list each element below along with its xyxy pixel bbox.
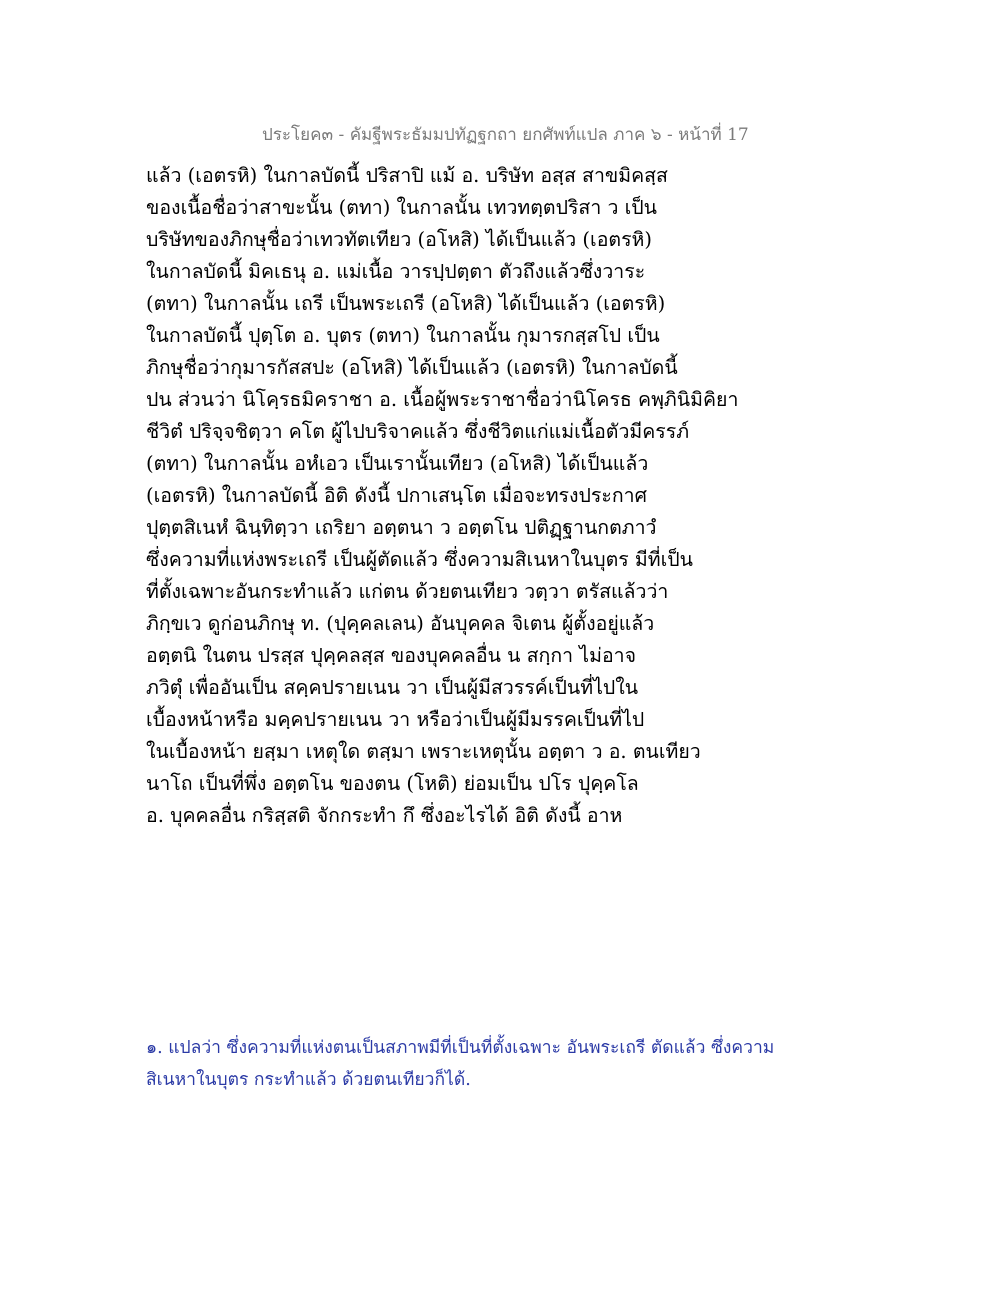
body-text	[146, 160, 846, 832]
text-line: อ. บุคคลอื่น กริสฺสติ จักกระทำ กึ ซึ่งอะไรได้ อิติ ดังนี้ อาห	[146, 804, 623, 827]
text-line: (ตทา) ในกาลนั้น เถรี เป็นพระเถรี (อโหสิ) ได้เป็นแล้ว (เอตรหิ)	[146, 292, 666, 315]
text-line: ซึ่งความที่แห่งพระเถรี เป็นผู้ตัดแล้ว ซึ่งความสิเนหาในบุตร มีที่เป็น	[146, 548, 693, 571]
text-line: ในเบื้องหน้า ยสฺมา เหตุใด ตสฺมา เพราะเหตุนั้น อตฺตา ว อ. ตนเทียว	[146, 740, 701, 763]
text-line: ภวิตุํ เพื่ออันเป็น สคฺคปรายเนน วา เป็นผู้มีสวรรค์เป็นที่ไปใน	[146, 676, 639, 699]
text-line: นาโถ เป็นที่พึ่ง อตฺตโน ของตน (โหติ) ย่อมเป็น ปโร ปุคฺคโล	[146, 772, 639, 795]
text-line: อตฺตนิ ในตน ปรสฺส ปุคฺคลสฺส ของบุคคลอื่น น สกฺกา ไม่อาจ	[146, 644, 637, 667]
footnote-line: สิเนหาในบุตร กระทำแล้ว ด้วยตนเทียวก็ได้.	[146, 1070, 471, 1090]
text-line: (ตทา) ในกาลนั้น อหํเอว เป็นเรานั้นเทียว (อโหสิ) ได้เป็นแล้ว	[146, 452, 649, 475]
text-line: ในกาลบัดนี้ ปุตฺโต อ. บุตร (ตทา) ในกาลนั้น กุมารกสฺสโป เป็น	[146, 324, 660, 347]
text-line: (เอตรหิ) ในกาลบัดนี้ อิติ ดังนี้ ปกาเสนฺโต เมื่อจะทรงประกาศ	[146, 484, 648, 507]
footnote	[146, 1032, 846, 1096]
text-line: บริษัทของภิกษุชื่อว่าเทวทัตเทียว (อโหสิ) ได้เป็นแล้ว (เอตรหิ)	[146, 228, 653, 251]
text-line: ปุตฺตสิเนหํ ฉินฺทิตฺวา เถริยา อตฺตนา ว อตฺตโน ปติฏฺฐานกตภาวํ	[146, 516, 657, 539]
footnote-line: ๑. แปลว่า ซึ่งความที่แห่งตนเป็นสภาพมีที่เป็นที่ตั้งเฉพาะ อันพระเถรี ตัดแล้ว ซึ่งความ	[146, 1038, 775, 1058]
text-line: ในกาลบัดนี้ มิคเธนุ อ. แม่เนื้อ วารปฺปตฺตา ตัวถึงแล้วซึ่งวาระ	[146, 260, 646, 283]
page-header: ประโยค๓ - คัมฐีพระธัมมปทัฏฐกถา ยกศัพท์แปล ภาค ๖ - หน้าที่ 17	[262, 125, 749, 145]
text-line: ที่ตั้งเฉพาะอันกระทำแล้ว แก่ตน ด้วยตนเทียว วตฺวา ตรัสแล้วว่า	[146, 580, 669, 603]
text-line: ภิกฺขเว ดูก่อนภิกษุ ท. (ปุคฺคลเลน) อันบุคคล จิเตน ผู้ตั้งอยู่แล้ว	[146, 612, 655, 635]
text-line: เบื้องหน้าหรือ มคฺคปรายเนน วา หรือว่าเป็นผู้มีมรรคเป็นที่ไป	[146, 708, 645, 731]
text-line: แล้ว (เอตรหิ) ในกาลบัดนี้ ปริสาปิ แม้ อ. บริษัท อสฺส สาขมิคสฺส	[146, 164, 668, 187]
text-line: ภิกษุชื่อว่ากุมารกัสสปะ (อโหสิ) ได้เป็นแล้ว (เอตรหิ) ในกาลบัดนี้	[146, 356, 678, 379]
text-line: ของเนื้อชื่อว่าสาขะนั้น (ตทา) ในกาลนั้น เทวทตฺตปริสา ว เป็น	[146, 196, 657, 219]
text-line: ชีวิตํ ปริจฺจชิตฺวา คโต ผู้ไปบริจาคแล้ว ซึ่งชีวิตแก่แม่เนื้อตัวมีครรภ์	[146, 420, 690, 443]
text-line: ปน ส่วนว่า นิโคฺรธมิคราชา อ. เนื้อผู้พระราชาชื่อว่านิโครธ คพฺภินิมิคิยา	[146, 388, 739, 411]
